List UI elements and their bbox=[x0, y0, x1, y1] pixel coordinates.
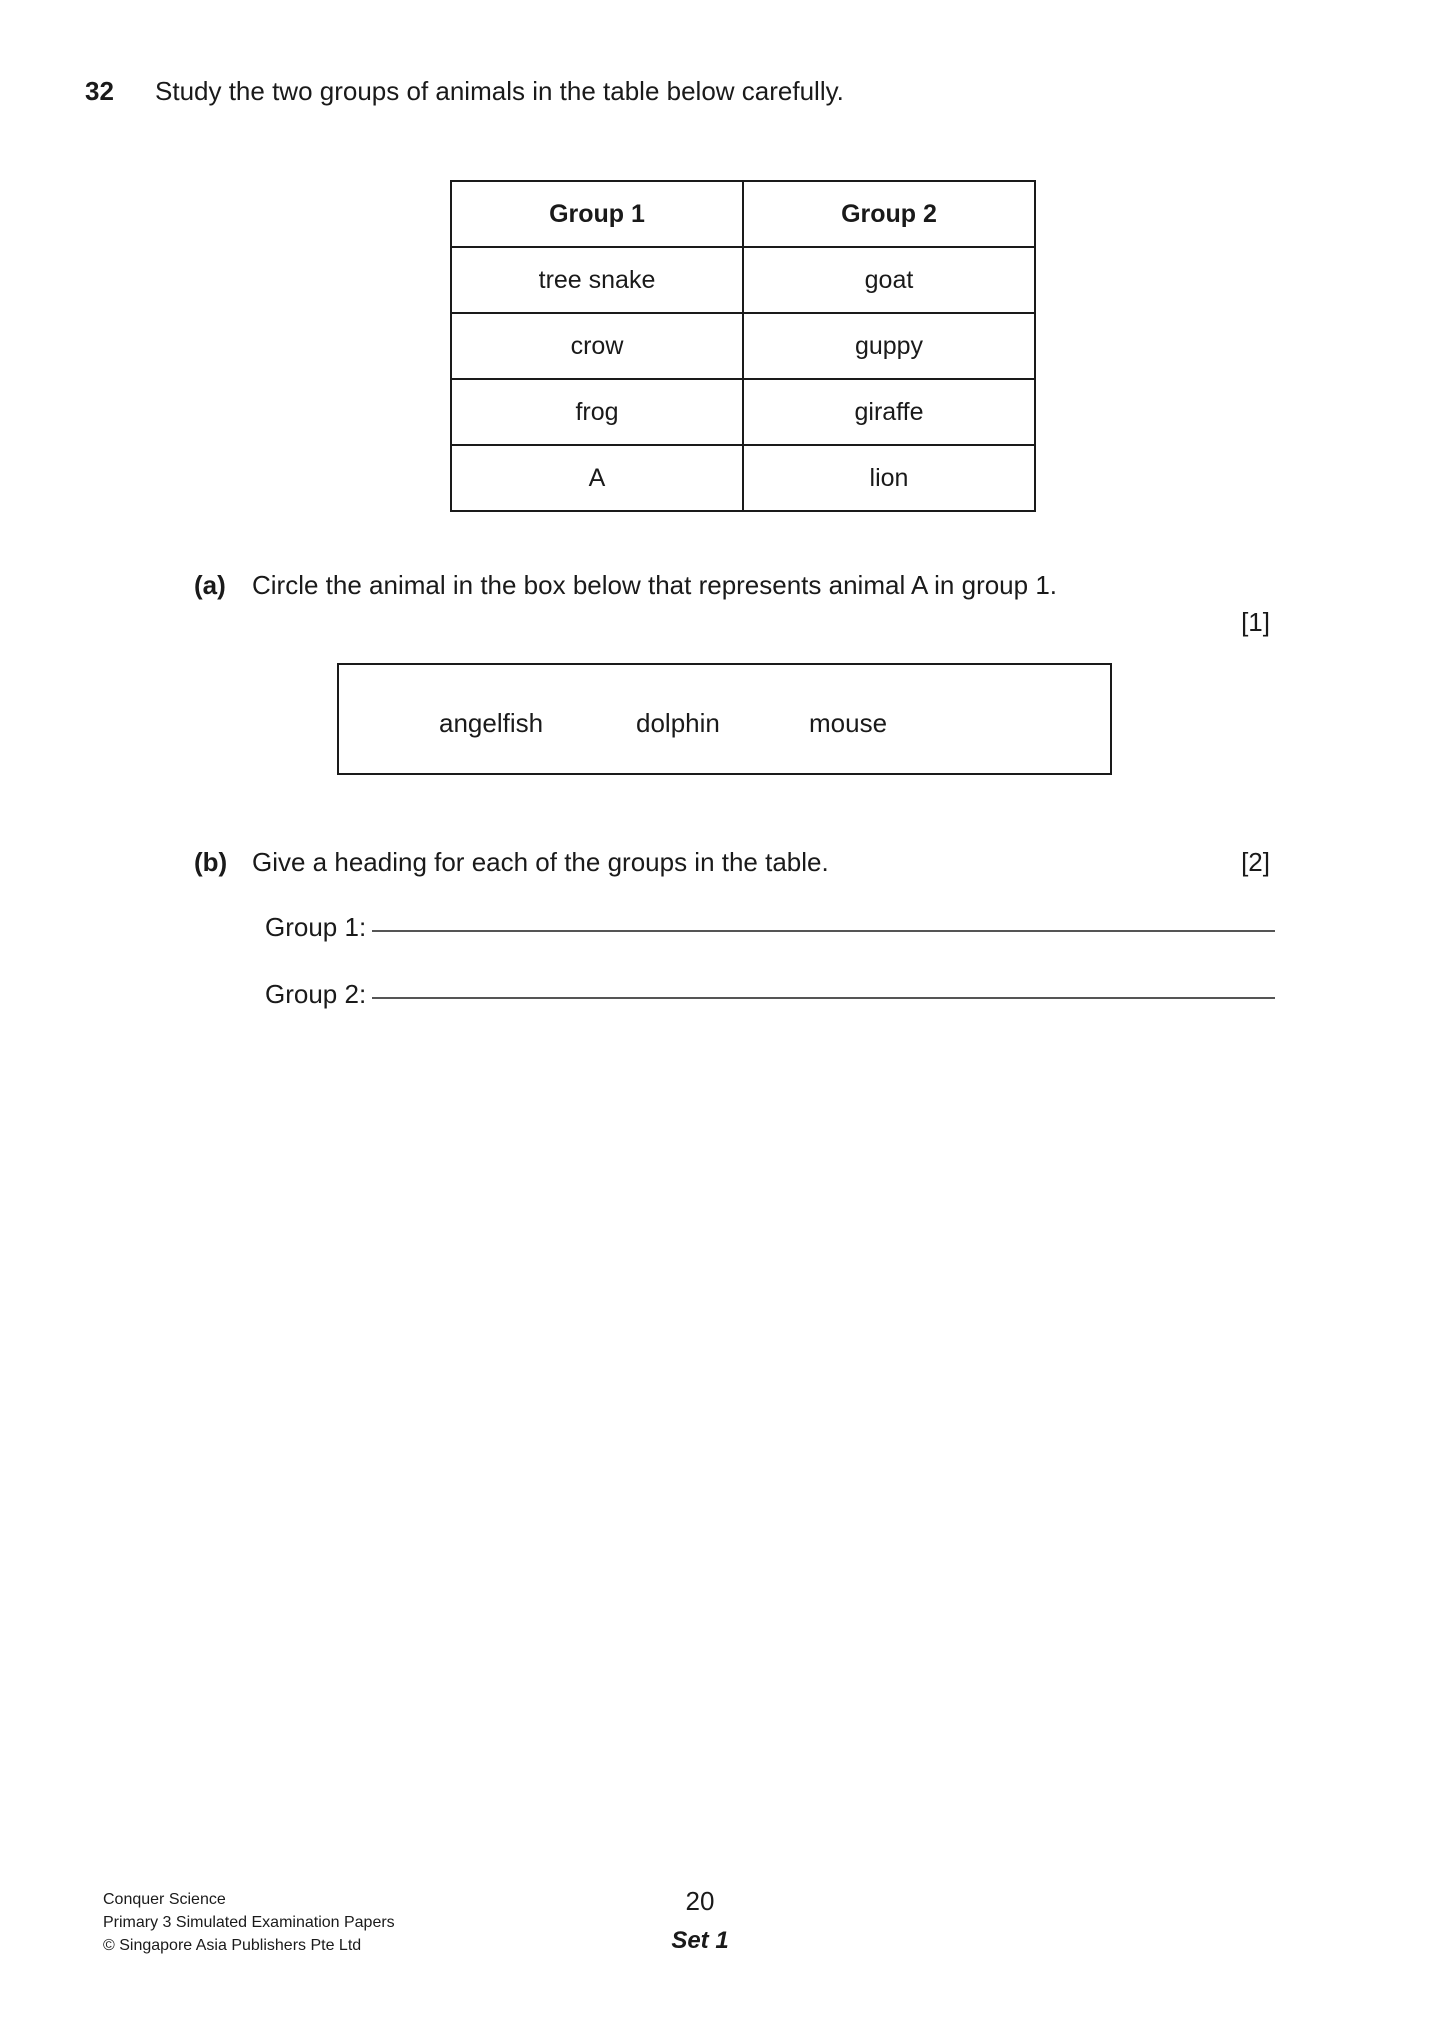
answer-label-group-2: Group 2: bbox=[265, 979, 367, 1009]
table-cell-group2: giraffe bbox=[743, 379, 1035, 445]
footer-title: Conquer Science bbox=[103, 1891, 226, 1908]
part-b-marks: [2] bbox=[1241, 847, 1270, 877]
footer-credits bbox=[103, 1888, 395, 1958]
part-a-text: Circle the animal in the box below that represents animal A in group 1. bbox=[252, 570, 1058, 600]
part-a-label: (a) bbox=[194, 570, 226, 600]
part-a-marks: [1] bbox=[1241, 607, 1270, 637]
table-row bbox=[451, 445, 1035, 511]
table-cell-group2: guppy bbox=[743, 313, 1035, 379]
table-cell-group1: crow bbox=[451, 313, 743, 379]
part-b-text: Give a heading for each of the groups in the table. bbox=[252, 847, 829, 877]
question-header bbox=[85, 74, 1285, 109]
footer-copyright: © Singapore Asia Publishers Pte Ltd bbox=[103, 1937, 362, 1955]
page-footer bbox=[0, 1880, 1445, 2000]
part-b-label: (b) bbox=[194, 847, 228, 877]
answer-label-group-1: Group 1: bbox=[265, 912, 367, 942]
animal-groups-table bbox=[450, 180, 1036, 512]
table-row bbox=[451, 379, 1035, 445]
answer-options-inner bbox=[339, 665, 1110, 773]
table-header-group-1: Group 1 bbox=[451, 181, 743, 247]
table-cell-group1: tree snake bbox=[451, 247, 743, 313]
question-part-a bbox=[194, 568, 1374, 603]
question-stem: Study the two groups of animals in the table below carefully. bbox=[155, 76, 844, 106]
answer-options-box[interactable] bbox=[337, 663, 1112, 775]
table-cell-group1: A bbox=[451, 445, 743, 511]
answer-input-group-2[interactable] bbox=[372, 997, 1275, 999]
table-header-group-2: Group 2 bbox=[743, 181, 1035, 247]
table-cell-group2: goat bbox=[743, 247, 1035, 313]
footer-page-info bbox=[600, 1886, 800, 1956]
answer-input-group-1[interactable] bbox=[372, 930, 1275, 932]
option-dolphin[interactable]: dolphin bbox=[636, 708, 720, 738]
footer-subtitle: Primary 3 Simulated Examination Papers bbox=[103, 1914, 395, 1932]
table-cell-group1: frog bbox=[451, 379, 743, 445]
question-number: 32 bbox=[85, 76, 114, 106]
option-angelfish[interactable]: angelfish bbox=[439, 708, 544, 738]
page-number: 20 bbox=[685, 1886, 715, 1916]
option-mouse[interactable]: mouse bbox=[809, 708, 888, 738]
table-cell-group2: lion bbox=[743, 445, 1035, 511]
table-row bbox=[451, 313, 1035, 379]
set-label: Set 1 bbox=[671, 1927, 729, 1955]
answer-row-group-2 bbox=[265, 977, 1275, 1012]
answer-row-group-1 bbox=[265, 910, 1275, 945]
table-row bbox=[451, 247, 1035, 313]
table-header-row bbox=[451, 181, 1035, 247]
